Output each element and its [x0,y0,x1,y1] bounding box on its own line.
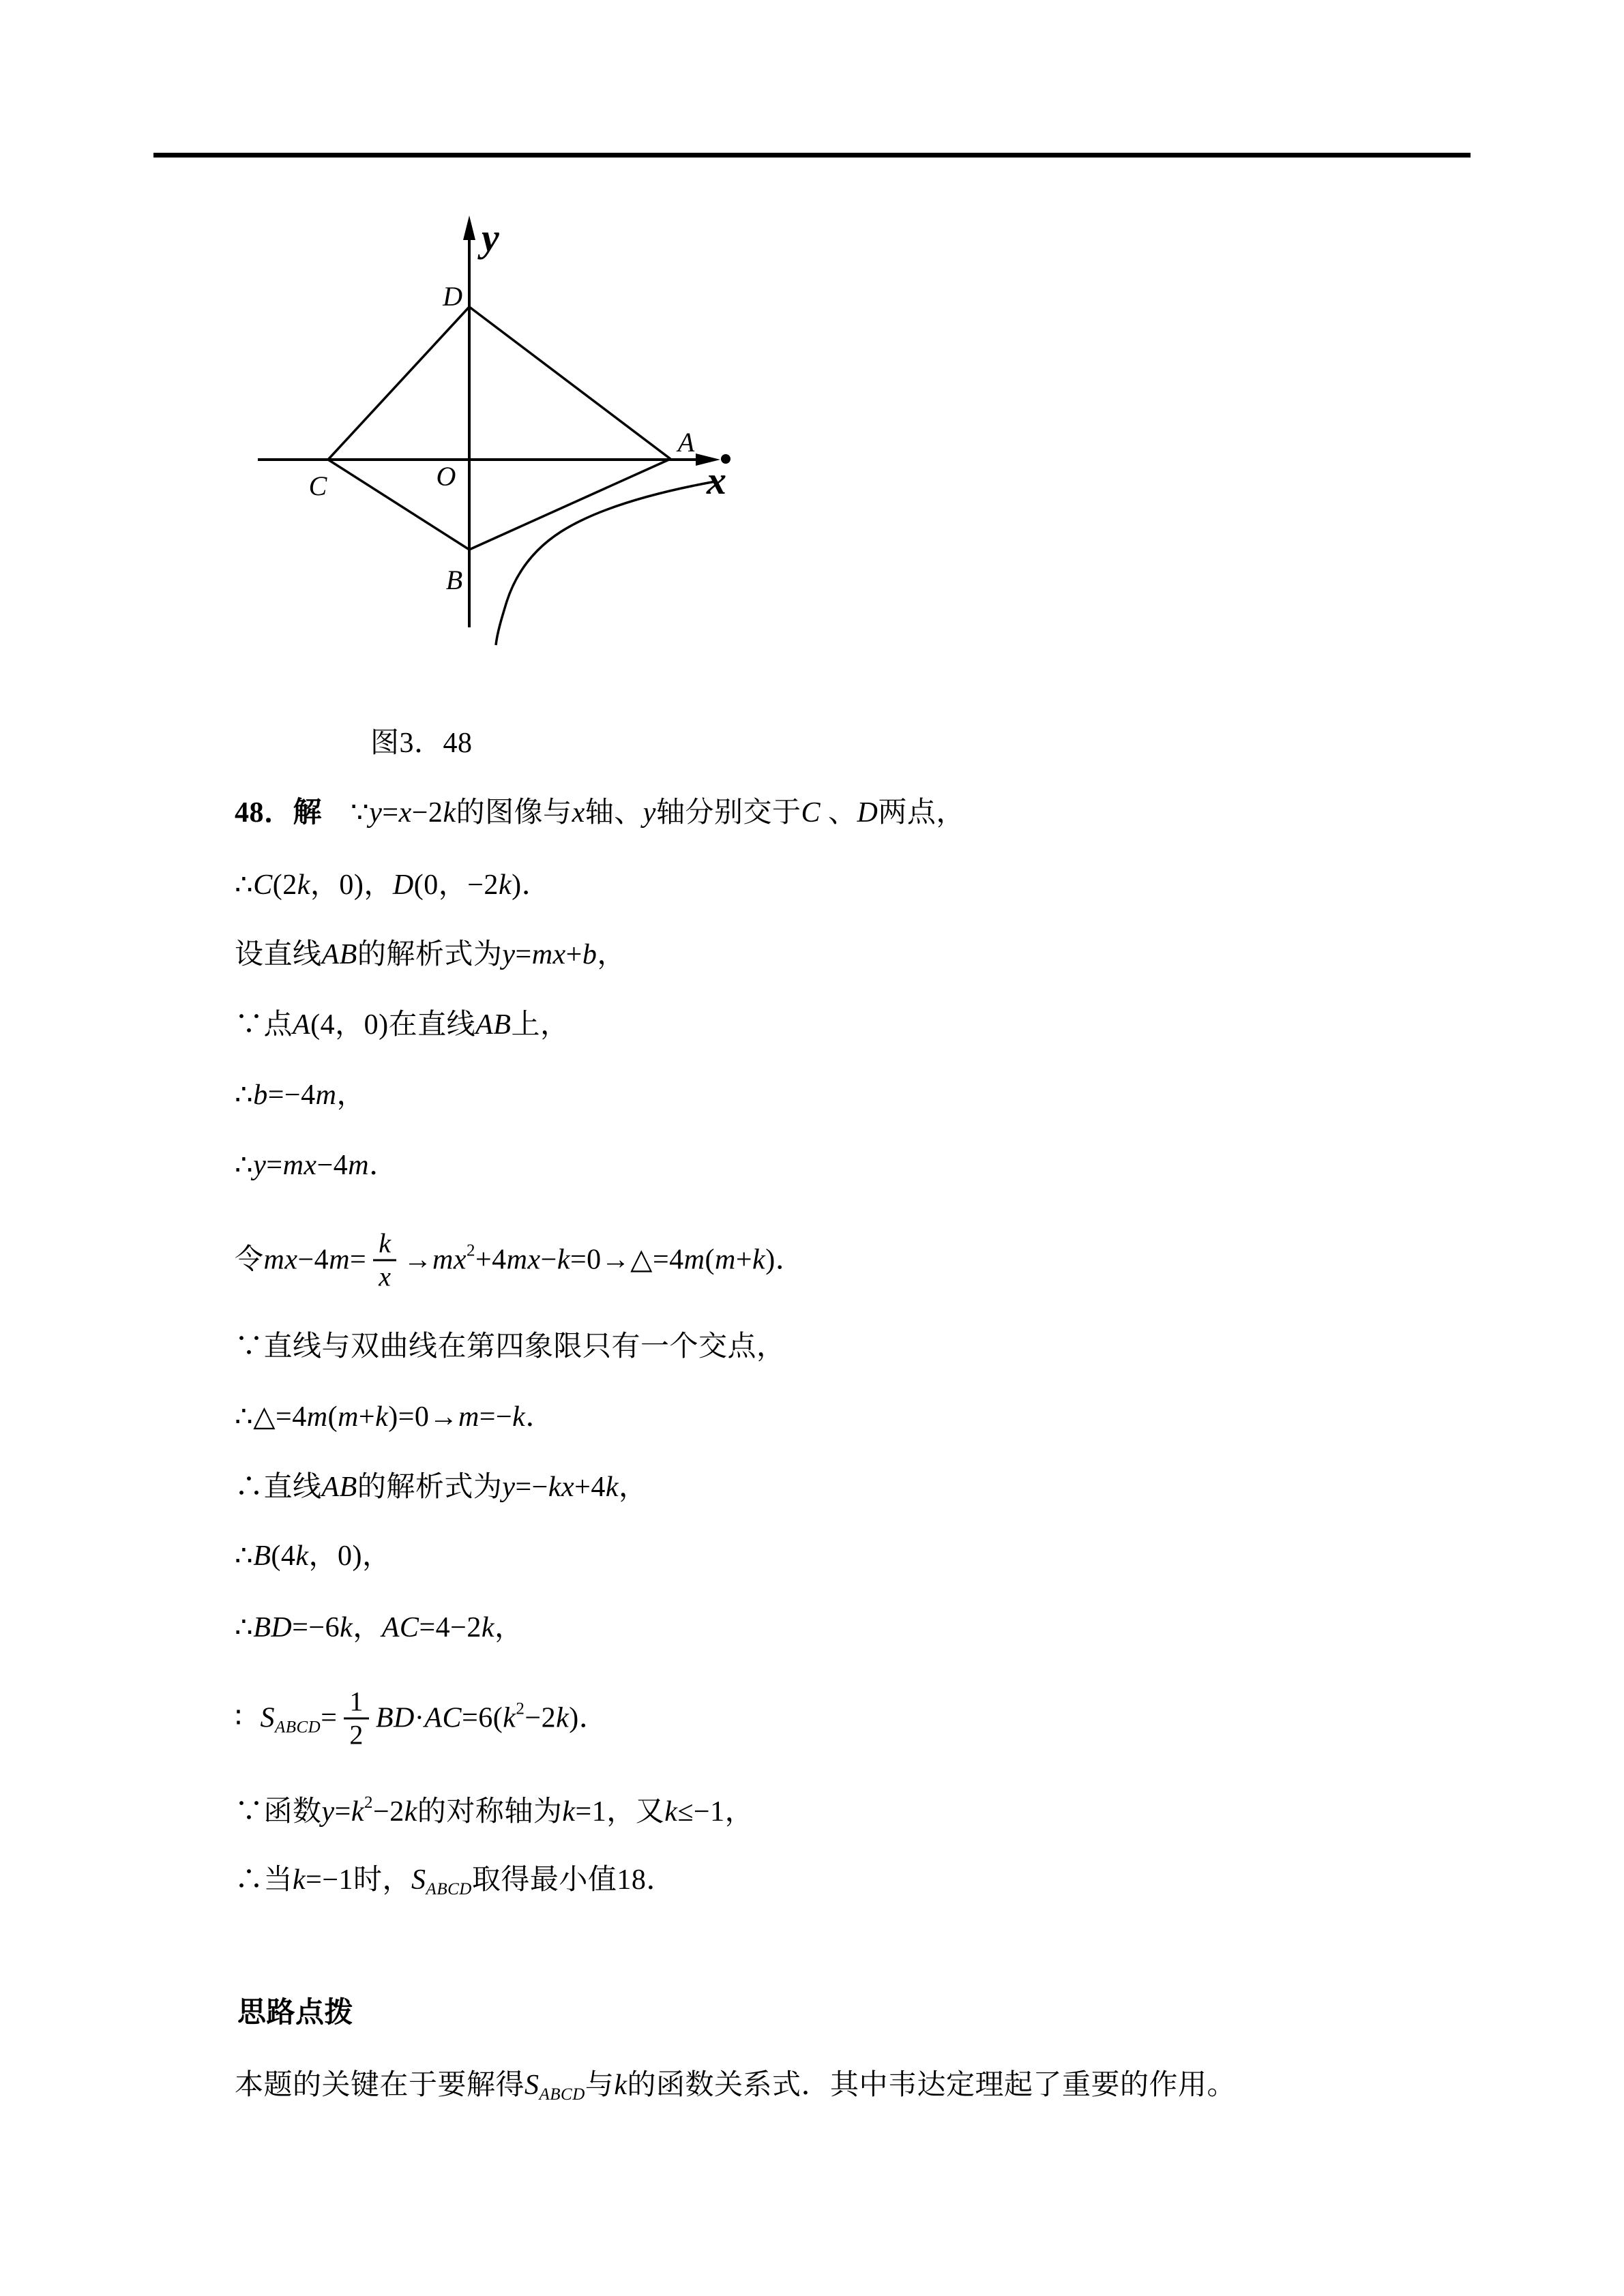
text-run: m [715,1244,736,1276]
text-run: k [503,1702,516,1734]
text-run: AB [321,938,357,970]
text-run: b [253,1079,268,1111]
text-run: ≤−1， [677,1795,754,1828]
text-run: ，0)， [310,869,393,901]
text-run: mx [282,1149,317,1181]
fraction: $\frac{1}{2}$ [344,1686,369,1751]
text-run: b [582,938,597,970]
text-run: ∴当 [235,1864,293,1896]
text-run: k [297,869,310,901]
text-run: + [565,938,582,970]
text-run: k [293,1864,306,1896]
text-run: =−6 [292,1611,340,1643]
point-label-b: B [445,565,463,595]
point-label-d: D [443,281,462,312]
text-run: k [614,2069,628,2101]
solution-step-2 [235,867,550,904]
text-run: S [525,2069,540,2101]
text-run: ， [494,1611,524,1643]
text-run: k [752,1244,766,1276]
text-run: y [502,1471,516,1503]
text-run: 本题的关键在于要解得 [235,2069,525,2101]
text-run: ． [369,1149,398,1181]
text-run: + [735,1244,753,1276]
text-run: mx [263,1244,298,1276]
text-run: ，0)， [308,1540,392,1572]
text-run: B [253,1540,271,1572]
text-run: −2 [525,1702,557,1734]
text-run: 图3．48 [370,727,473,759]
text-run: y [643,796,656,829]
text-run: C [253,869,273,901]
text-run: 2 [466,1241,475,1260]
solution-step-9 [235,1399,555,1435]
text-run: y [321,1795,335,1828]
text-run: ∵直线与双曲线在第四象限只有一个交点， [235,1330,786,1362]
text-run: 取得最小值18． [471,1864,675,1896]
text-run: m [315,1079,337,1111]
text-run: ， [353,1611,382,1643]
point-label-a: A [677,427,695,458]
text-run: )． [765,1244,805,1276]
text-run: AC [424,1702,462,1734]
text-run: ∶ [235,1702,243,1734]
text-run: )． [569,1702,608,1734]
text-run: ∵函数 [235,1795,322,1828]
solution-step-11 [235,1538,392,1575]
text-run: = [334,1795,351,1828]
text-run: − [540,1244,557,1276]
text-run: = [321,1702,338,1734]
text-run: =− [479,1401,513,1433]
text-run: 的对称轴为 [417,1795,563,1828]
text-run: k [556,1702,570,1734]
text-run: k [340,1611,353,1643]
text-run: ∴ [235,1149,254,1181]
text-run: m [348,1149,370,1181]
text-run: BD [375,1702,415,1734]
text-run: k [295,1540,309,1572]
text-run: −4 [316,1149,349,1181]
text-run: ∴ [235,1079,254,1111]
text-run: S [260,1702,275,1734]
text-run: ABCD [426,1879,472,1898]
text-run: y [253,1149,267,1181]
solution-step-5 [235,1077,366,1114]
point-label-o: O [436,461,456,492]
text-run: x [398,796,412,829]
solution-step-1 [235,795,965,831]
solution-step-3 [235,937,626,973]
text-run: =4−2 [419,1611,482,1643]
solution-step-4 [235,1007,569,1043]
text-run: ∴直线 [235,1471,322,1503]
text-run: 上， [511,1009,570,1041]
text-run: y [502,938,516,970]
solution-step-15 [235,1862,675,1898]
text-run: ∴△=4 [235,1401,307,1433]
text-run: ∵点 [235,1009,293,1041]
text-run: ． [525,1401,555,1433]
text-run: −2 [411,796,443,829]
text-run: m [329,1244,351,1276]
text-run: k [498,869,512,901]
text-run: = [382,796,399,829]
text-run: =0→△=4 [570,1244,684,1276]
text-run: 的解析式为 [357,1471,503,1503]
solution-step-8 [235,1329,786,1365]
text-run: k [404,1795,417,1828]
text-run: = [350,1244,367,1276]
text-run: = [515,938,532,970]
text-run: 与 [585,2069,615,2101]
text-run: 的图像与 [456,796,572,829]
text-run: AC [381,1611,419,1643]
text-run: C [801,796,821,829]
text-run: −4 [297,1244,329,1276]
text-run: m [338,1401,359,1433]
text-run: ， [336,1079,366,1111]
text-run: (4 [271,1540,296,1572]
text-run: BD [253,1611,293,1643]
text-run: 的解析式为 [357,938,503,970]
text-run: k [481,1611,494,1643]
text-run: ( [705,1244,715,1276]
text-run: ∵ [351,796,370,829]
text-run: D [857,796,879,829]
text-run: ABCD [274,1718,321,1737]
text-run: k [605,1471,619,1503]
text-run: → [403,1244,432,1276]
text-run: 两点， [878,796,965,829]
x-axis-label: x [707,458,726,503]
text-run: AB [321,1471,357,1503]
text-run: 的函数关系式．其中韦达定理起了重要的作用。 [627,2069,1236,2101]
text-run: k [664,1795,678,1828]
text-run: =−1时， [306,1864,412,1896]
text-run: 轴、 [585,796,643,829]
text-run: k [562,1795,576,1828]
note-text [235,2068,1236,2104]
text-run: (2 [272,869,297,901]
text-run: =6( [462,1702,503,1734]
text-run: · [414,1702,425,1734]
text-run: D [392,869,414,901]
text-run: AB [475,1009,512,1041]
solution-step-13 [235,1686,608,1751]
solution-step-14 [235,1794,754,1830]
text-run: 轴分别交于 [655,796,801,829]
text-run: k [351,1795,365,1828]
text-run: ， [597,938,626,970]
text-run: mx [531,938,566,970]
text-run: k [557,1244,570,1276]
text-run: k [443,796,456,829]
text-run: A [293,1009,311,1041]
y-axis-label: y [482,215,499,260]
text-run: x [572,796,585,829]
text-run: ∴ [235,1540,254,1572]
text-run: =1，又 [575,1795,665,1828]
text-run: 设直线 [235,938,322,970]
text-run: 48．解 [235,796,323,829]
text-run: 2 [364,1793,374,1812]
text-run: ∴ [235,869,254,901]
text-run: m [306,1401,328,1433]
text-run: 令 [235,1244,264,1276]
solution-step-6 [235,1148,398,1184]
text-run: =−4 [267,1079,316,1111]
text-run: mx [506,1244,541,1276]
text-run: ( [327,1401,338,1433]
text-run: )=0→ [388,1401,458,1433]
text-run: ABCD [539,2085,585,2104]
text-run: 2 [516,1699,525,1718]
text-run: kx [548,1471,575,1503]
text-run: mx [432,1244,467,1276]
text-run: (0，−2 [413,869,499,901]
text-run: +4 [475,1244,507,1276]
text-run: m [683,1244,705,1276]
solution-step-10 [235,1470,648,1506]
text-run: (4，0)在直线 [310,1009,476,1041]
text-run: m [458,1401,479,1433]
fraction: $\frac{k}{x}$ [373,1228,396,1293]
text-run: k [512,1401,526,1433]
text-run: y [369,796,383,829]
solution-step-7 [235,1228,804,1293]
text-run: 思路点拨 [237,1997,354,2029]
text-run: 、 [820,796,857,829]
text-run: ， [619,1471,648,1503]
text-run: = [266,1149,283,1181]
text-run: )． [512,869,551,901]
text-run: ∴ [235,1611,254,1643]
solution-step-12 [235,1610,524,1646]
note-heading [237,1995,353,2031]
text-run: k [375,1401,389,1433]
text-run: −2 [373,1795,404,1828]
text-run: S [411,1864,426,1896]
text-run: + [358,1401,376,1433]
text-run: =− [515,1471,548,1503]
text-run: +4 [574,1471,606,1503]
figure-caption [370,726,473,762]
point-label-c: C [308,471,327,501]
